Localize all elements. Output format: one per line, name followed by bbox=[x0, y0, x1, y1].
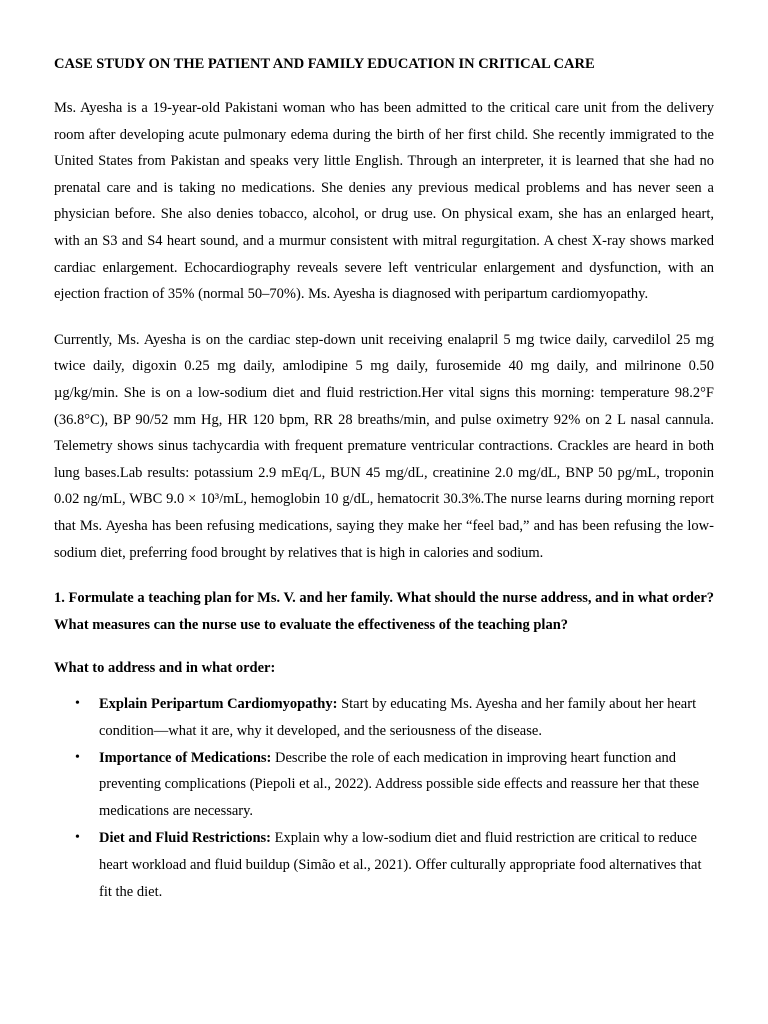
question-1: 1. Formulate a teaching plan for Ms. V. and her family. What should the nurse address, and in what order? What measures can the nurse use to evaluate the effectiveness of the teaching plan? bbox=[54, 590, 714, 634]
list-item-text: Explain why a low-sodium diet and fluid restriction are critical to reduce heart workload and fluid buildup (Simão et al., 2021). Offer culturally appropriate food alternatives that fit the diet. bbox=[99, 830, 702, 900]
teaching-plan-list bbox=[54, 691, 714, 905]
document-title: CASE STUDY ON THE PATIENT AND FAMILY EDUCATION IN CRITICAL CARE bbox=[54, 56, 595, 72]
list-item-heading: Importance of Medications: bbox=[99, 749, 272, 766]
case-paragraph-1: Ms. Ayesha is a 19-year-old Pakistani woman who has been admitted to the critical care unit from the delivery room after developing acute pulmonary edema during the birth of her first child. She recently immigrated to the United States from Pakistan and speaks very little English. Through an interpreter, it is learned that she had no prenatal care and is taking no medications. She denies any previous medical problems and has never seen a physician before. She also denies tobacco, alcohol, or drug use. On physical exam, she has an enlarged heart, with an S3 and S4 heart sound, and a murmur consistent with mitral regurgitation. A chest X-ray shows marked cardiac enlargement. Echocardiography reveals severe left ventricular enlargement and dysfunction, with an ejection fraction of 35% (normal 50–70%). Ms. Ayesha is diagnosed with peripartum cardiomyopathy. bbox=[54, 100, 714, 303]
list-item bbox=[54, 691, 714, 745]
list-item-heading: Explain Peripartum Cardiomyopathy: bbox=[99, 696, 338, 713]
section-subheading: What to address and in what order: bbox=[54, 660, 276, 677]
list-item bbox=[54, 745, 714, 825]
list-item-text: Describe the role of each medication in improving heart function and preventing complications (Piepoli et al., 2022). Address possible side effects and reassure her that these medications are necessary. bbox=[99, 749, 700, 820]
bullet-icon: • bbox=[75, 749, 80, 765]
list-item-text: Start by educating Ms. Ayesha and her family about her heart condition—what it are, why it developed, and the seriousness of the disease. bbox=[99, 696, 697, 739]
list-item-heading: Diet and Fluid Restrictions: bbox=[99, 830, 271, 847]
document-page bbox=[54, 52, 714, 905]
bullet-icon: • bbox=[75, 830, 80, 846]
list-item bbox=[54, 825, 714, 905]
bullet-icon: • bbox=[75, 696, 80, 712]
case-paragraph-2: Currently, Ms. Ayesha is on the cardiac step-down unit receiving enalapril 5 mg twice daily, carvedilol 25 mg twice daily, digoxin 0.25 mg daily, amlodipine 5 mg daily, furosemide 40 mg daily, and milrinone 0.50 µg/kg/min. She is on a low-sodium diet and fluid restriction.Her vital signs this morning: temperature 98.2°F (36.8°C), BP 90/52 mm Hg, HR 120 bpm, RR 28 breaths/min, and pulse oximetry 92% on 2 L nasal cannula. Telemetry shows sinus tachycardia with frequent premature ventricular contractions. Crackles are heard in both lung bases.Lab results: potassium 2.9 mEq/L, BUN 45 mg/dL, creatinine 2.0 mg/dL, BNP 50 pg/mL, troponin 0.02 ng/mL, WBC 9.0 × 10³/mL, hemoglobin 10 g/dL, hematocrit 30.3%.The nurse learns during morning report that Ms. Ayesha has been refusing medications, saying they make her “feel bad,” and has been refusing the low-sodium diet, preferring food brought by relatives that is high in calories and sodium. bbox=[54, 331, 714, 561]
